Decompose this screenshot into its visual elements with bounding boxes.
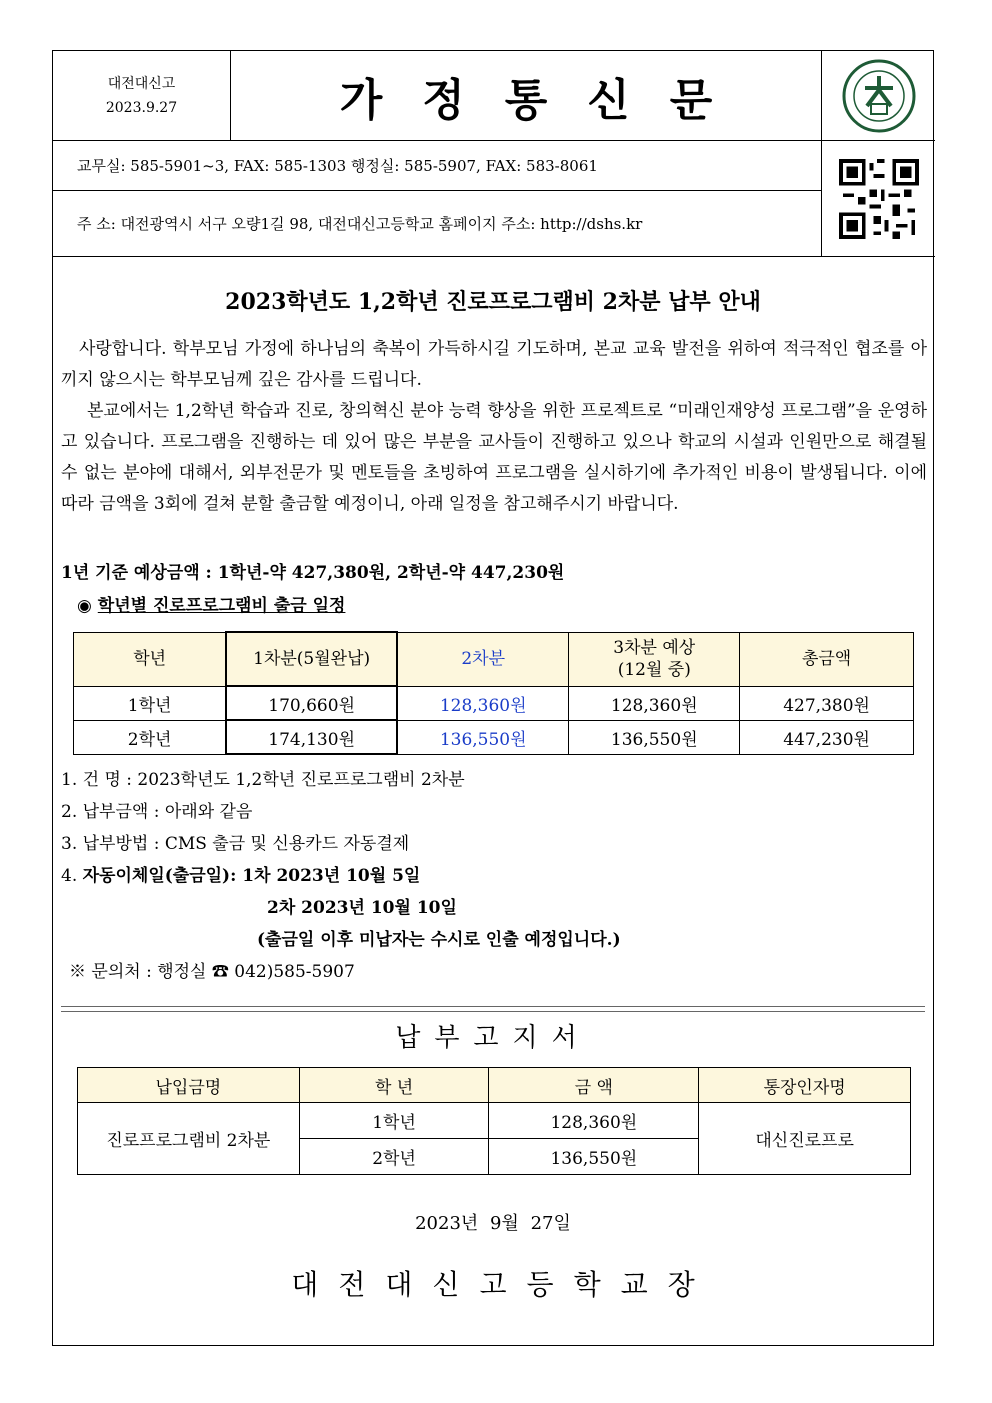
issue-date: 2023.9.27 <box>105 99 178 116</box>
document-page <box>52 50 934 1346</box>
school-emblem-icon <box>841 58 917 134</box>
footer-date: 2023년 9월 27일 <box>415 1213 571 1234</box>
contact-info: 교무실: 585-5901~3, FAX: 585-1303 행정실: 585-5907, FAX: 583-8061 <box>53 141 821 191</box>
bullet-icon: ◉ <box>77 596 92 616</box>
notice-title: 납부고지서 <box>395 1023 591 1053</box>
item-date-note: (출금일 이후 미납자는 수시로 인출 예정입니다.) <box>257 930 621 950</box>
fee-name: 진로프로그램비 2차분 <box>78 1103 300 1175</box>
school-info <box>53 51 231 141</box>
divider <box>61 1006 925 1012</box>
schedule-title: 학년별 진로프로그램비 출금 일정 <box>97 596 346 616</box>
table-header-row: 납입금명 학 년 금 액 통장인자명 <box>78 1068 911 1103</box>
header-total: 총금액 <box>740 632 914 686</box>
item-date-second: 2차 2023년 10월 10일 <box>267 898 457 918</box>
header-third: 3차분 예상 (12월 중) <box>569 632 740 686</box>
header-first: 1차분(5월완납) <box>226 632 397 686</box>
address-info: 주 소: 대전광역시 서구 오량1길 98, 대전대신고등학교 홈페이지 주소: http://dshs.kr <box>53 191 821 257</box>
item-amount: 2. 납부금액 : 아래와 같음 <box>61 802 253 822</box>
item-method: 3. 납부방법 : CMS 출금 및 신용카드 자동결제 <box>61 834 410 854</box>
document-title: 2023학년도 1,2학년 진로프로그램비 2차분 납부 안내 <box>225 289 761 315</box>
item-subject: 1. 건 명 : 2023학년도 1,2학년 진로프로그램비 2차분 <box>61 770 465 790</box>
principal-signature: 대전대신고등학교장 <box>291 1268 715 1301</box>
program-paragraph: 본교에서는 1,2학년 학습과 진로, 창의혁신 분야 능력 향상을 위한 프로젝트로 “미래인재양성 프로그램”을 운영하고 있습니다. 프로그램을 진행하는 데 있어 많은 부분을 교사들이 진행하고 있으나 학교의 시설과 인원만으로 해결될 수 없는 분야에 대해서, 외부전문가 및 멘토들을 초빙하여 프로그램을 실시하기에 추가적인 비용이 발생됩니다. 이에 따라 금액을 3회에 걸쳐 분할 출금할 예정이니, 아래 일정을 참고해주시기 바랍니다. <box>61 401 927 514</box>
qr-code-icon <box>839 159 919 239</box>
letter-header <box>53 51 933 257</box>
table-row: 2학년 174,130원 136,550원 136,550원 447,230원 <box>74 720 914 754</box>
item-date: 4. 자동이체일(출금일): 1차 2023년 10월 5일 <box>61 866 421 886</box>
school-logo <box>821 51 935 141</box>
header-grade: 학년 <box>74 632 227 686</box>
account-name: 대신진로프로 <box>699 1103 911 1175</box>
header-second: 2차분 <box>397 632 569 686</box>
qr-code <box>821 141 935 257</box>
schedule-table <box>73 631 914 755</box>
payment-details <box>61 764 621 988</box>
table-row: 진로프로그램비 2차분 1학년 128,360원 대신진로프로 <box>78 1103 911 1139</box>
inquiry-info: ※ 문의처 : 행정실 ☎ 042)585-5907 <box>69 962 355 982</box>
greeting-paragraph: 사랑합니다. 학부모님 가정에 하나님의 축복이 가득하시길 기도하며, 본교 교육 발전을 위하여 적극적인 협조를 아끼지 않으시는 학부모님께 깊은 감사를 드립니다. <box>61 339 927 390</box>
table-row: 2학년 136,550원 <box>78 1139 911 1175</box>
estimate-amount: 1년 기준 예상금액 : 1학년-약 427,380원, 2학년-약 447,230원 <box>61 563 565 583</box>
page-title: 가정통신문 <box>231 51 821 141</box>
schedule-heading <box>77 591 345 616</box>
table-header-row <box>74 632 914 686</box>
payment-notice-table <box>77 1067 911 1175</box>
table-row: 1학년 170,660원 128,360원 128,360원 427,380원 <box>74 686 914 720</box>
school-name: 대전대신고 <box>107 75 176 92</box>
